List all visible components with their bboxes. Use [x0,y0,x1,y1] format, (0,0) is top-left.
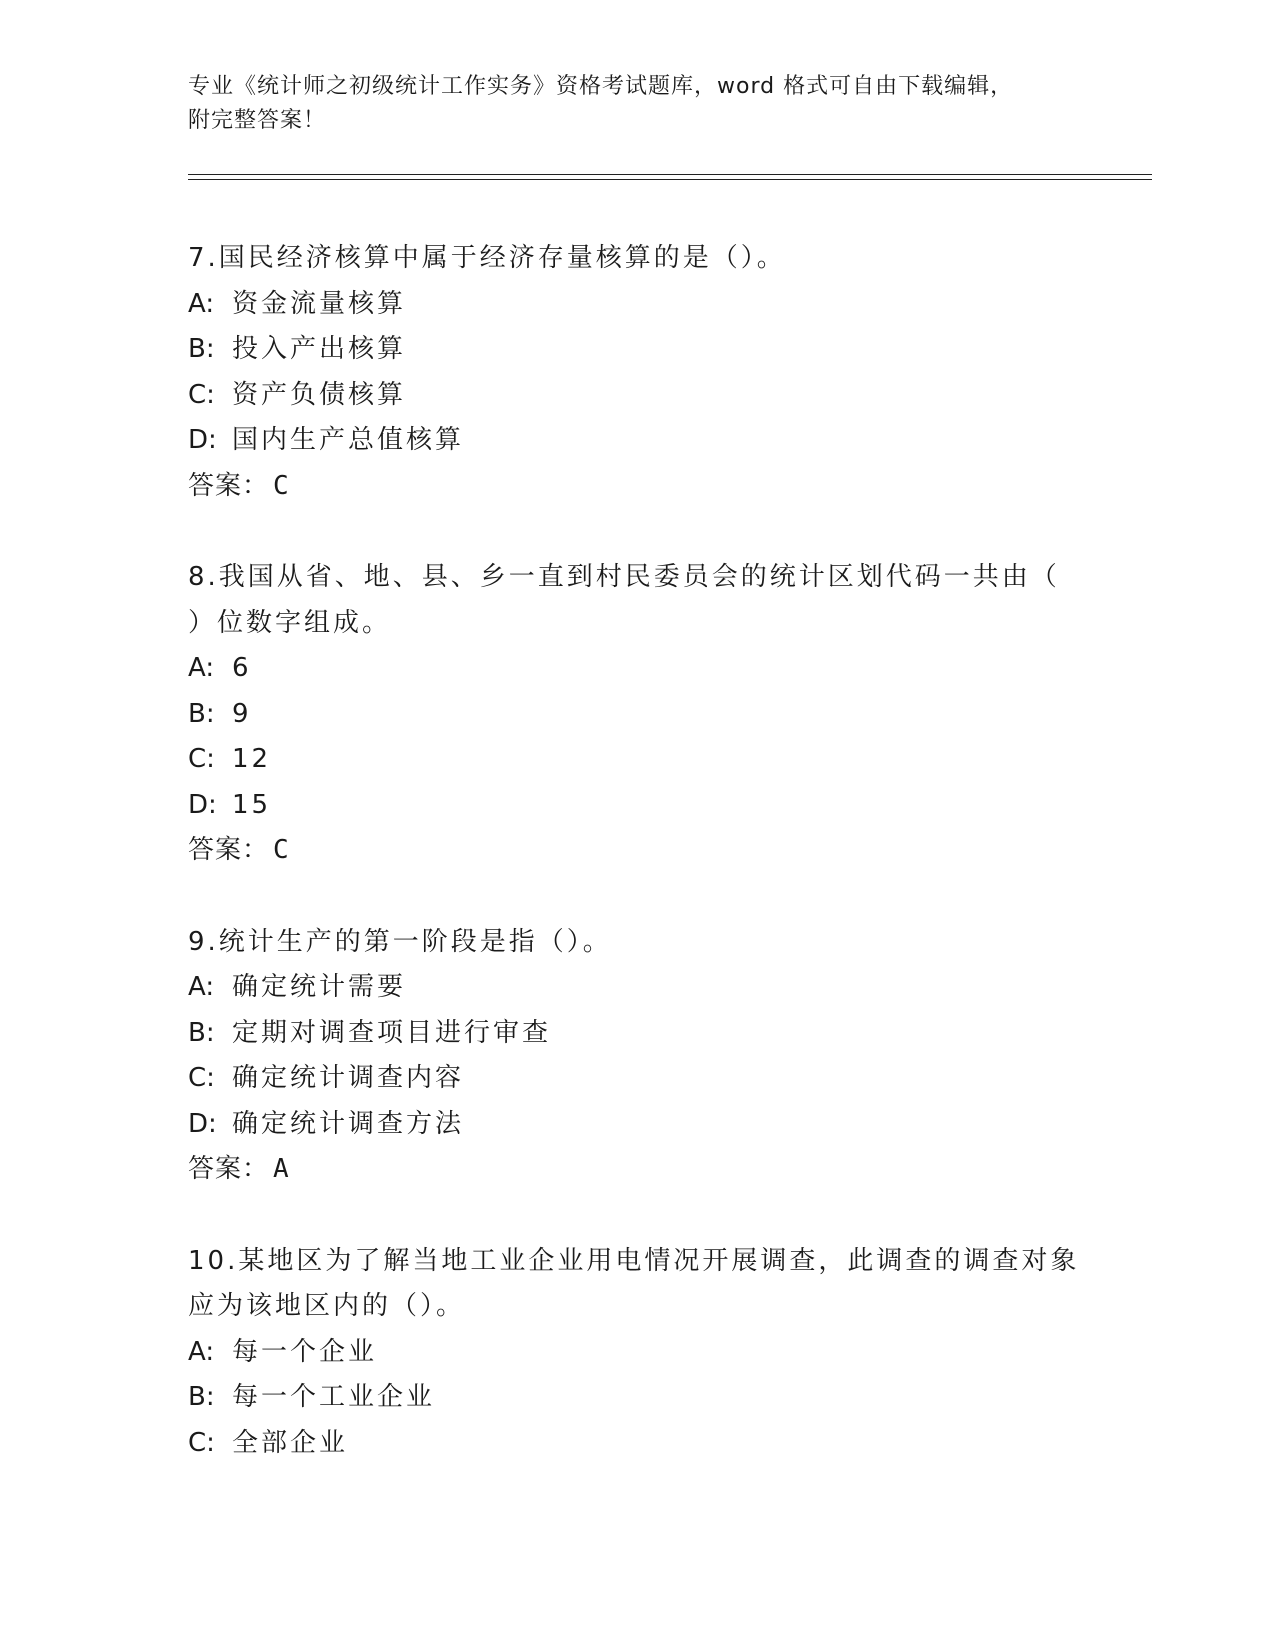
answer-option [188,965,1088,1011]
answer-value: C [273,835,290,865]
answer-option [188,1102,1088,1148]
option-text: 确定统计需要 [232,972,407,1002]
answer-option [188,373,1088,419]
answer-line [188,828,1088,874]
answer-option [188,418,1088,464]
answer-line [188,1147,1088,1193]
option-text: 6 [232,653,252,683]
answer-option [188,692,1088,738]
option-text: 每一个工业企业 [232,1382,436,1412]
answer-option [188,327,1088,373]
option-text: 投入产出核算 [232,334,407,364]
header-line-1: 专业《统计师之初级统计工作实务》资格考试题库，word 格式可自由下载编辑， [188,74,1014,99]
option-letter: B: [188,1382,215,1412]
option-letter: D: [188,425,217,455]
option-text: 9 [232,698,252,729]
option-letter: C: [188,744,215,774]
option-letter: A: [188,972,215,1002]
option-text: 国内生产总值核算 [232,425,465,455]
header-divider-bottom [188,179,1152,180]
answer-label: 答案： [188,1154,270,1184]
question-block [188,920,1088,1193]
option-letter: A: [188,1336,215,1367]
option-letter: C: [188,379,215,410]
option-letter: A: [188,288,215,319]
option-text: 资产负债核算 [232,379,407,410]
answer-option [188,783,1088,829]
option-letter: A: [188,653,215,683]
answer-label: 答案： [188,470,270,501]
question-list [188,236,1088,1512]
option-letter: B: [188,1017,215,1048]
question-block [188,555,1088,874]
answer-option [188,646,1088,692]
question-stem: 9.统计生产的第一阶段是指（）。 [188,926,612,957]
document-header [188,70,1088,138]
answer-option [188,1421,1088,1467]
option-text: 定期对调查项目进行审查 [232,1017,552,1048]
answer-option [188,737,1088,783]
question-stem: 应为该地区内的（）。 [188,1291,466,1321]
answer-value: A [273,1154,290,1184]
answer-label: 答案： [188,835,270,865]
option-letter: D: [188,789,217,820]
header-line-2: 附完整答案！ [188,108,327,133]
option-letter: B: [188,698,215,729]
question-block [188,1239,1088,1467]
question-stem: ）位数字组成。 [188,607,392,638]
answer-option [188,1011,1088,1057]
option-letter: B: [188,334,215,364]
answer-value: C [273,470,290,501]
question-stem: 7.国民经济核算中属于经济存量核算的是（）。 [188,243,786,273]
option-text: 确定统计调查内容 [232,1063,465,1093]
question-stem: 10.某地区为了解当地工业企业用电情况开展调查，此调查的调查对象 [188,1245,1080,1276]
option-letter: C: [188,1427,215,1458]
answer-option [188,1375,1088,1421]
option-text: 资金流量核算 [232,288,407,319]
answer-option [188,1330,1088,1376]
answer-option [188,282,1088,328]
answer-line [188,464,1088,510]
option-letter: D: [188,1108,217,1139]
question-block [188,236,1088,509]
option-letter: C: [188,1063,215,1093]
option-text: 全部企业 [232,1427,349,1458]
question-stem: 8.我国从省、地、县、乡一直到村民委员会的统计区划代码一共由（ [188,562,1060,592]
option-text: 15 [232,789,272,820]
option-text: 每一个企业 [232,1336,378,1367]
header-divider-top [188,174,1152,175]
answer-option [188,1056,1088,1102]
option-text: 12 [232,744,272,774]
option-text: 确定统计调查方法 [232,1108,465,1139]
